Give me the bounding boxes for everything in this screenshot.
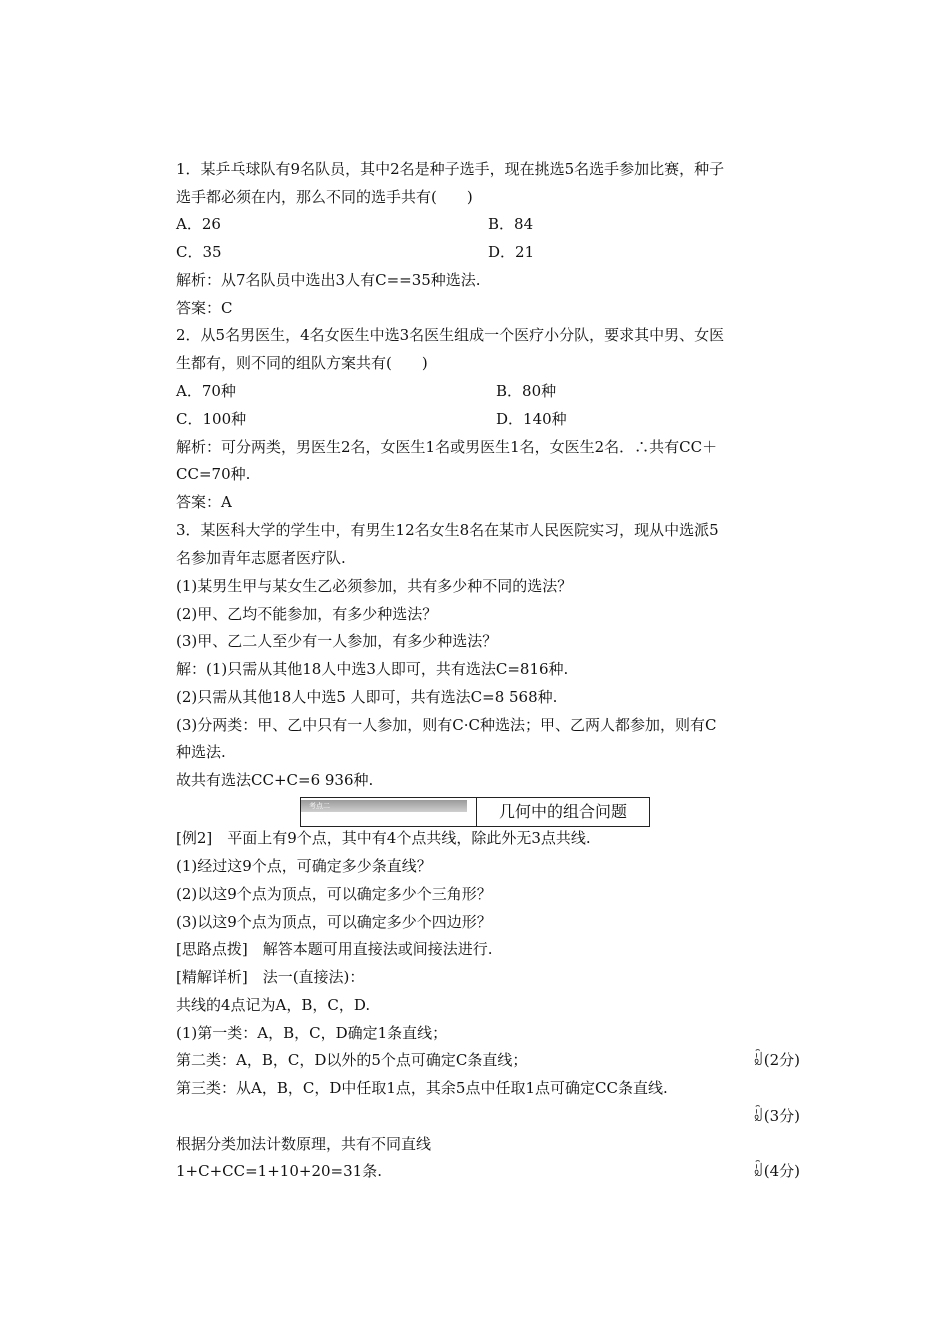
example2-case1: (1)第一类：A，B，C，D确定1条直线；	[176, 1024, 448, 1042]
q1-answer: 答案：C	[176, 299, 233, 317]
q1-analysis: 解析：从7名队员中选出3人有C==35种选法.	[176, 271, 481, 289]
section-tag	[301, 800, 467, 812]
section-divider	[476, 798, 477, 826]
q3-line1: 3．某医科大学的学生中，有男生12名女生8名在某市人民医院实习，现从中选派5	[176, 521, 719, 539]
q1-option-b: B．84	[488, 215, 534, 233]
section-tag-label: 考点二	[309, 802, 330, 810]
q2-analysis-line1: 解析：可分两类，男医生2名，女医生1名或男医生1名，女医生2名．∴共有CC＋	[176, 438, 718, 456]
q3-solution2: (2)只需从其他18人中选5 人即可，共有选法C=8 568种.	[176, 688, 558, 706]
section-title: 几何中的组合问题	[499, 802, 628, 821]
q1-option-c: C．35	[176, 243, 222, 261]
q2-option-d: D．140种	[496, 410, 567, 428]
example2-sum-line2: 1+C+CC=1+10+20=31条.	[176, 1162, 382, 1180]
q3-solution3-line1: (3)分两类：甲、乙中只有一人参加，则有C·C种选法；甲、乙两人都参加，则有C	[176, 716, 717, 734]
q2-option-b: B．80种	[496, 382, 557, 400]
example2-sub3: (3)以这9个点为顶点，可以确定多少个四边形？	[176, 913, 492, 931]
example2-case3-score: ꆼ(3分)	[752, 1107, 800, 1125]
q1-line1: 1．某乒乓球队有9名队员，其中2名是种子选手，现在挑选5名选手参加比赛，种子	[176, 160, 725, 178]
example2-case2: 第二类：A，B，C，D以外的5个点可确定C条直线；	[176, 1051, 528, 1069]
section-heading	[300, 797, 650, 827]
q2-option-c: C．100种	[176, 410, 247, 428]
example2-points: 共线的4点记为A，B，C，D.	[176, 996, 371, 1014]
q2-option-a: A．70种	[176, 382, 236, 400]
q2-answer: 答案：A	[176, 493, 232, 511]
example2-case2-score: ꆼ(2分)	[752, 1051, 800, 1069]
example2-hint: [思路点拨] 解答本题可用直接法或间接法进行.	[176, 940, 493, 958]
q2-analysis-line2: CC=70种.	[176, 465, 251, 483]
q3-sub1: (1)某男生甲与某女生乙必须参加，共有多少种不同的选法？	[176, 577, 573, 595]
q3-line2: 名参加青年志愿者医疗队.	[176, 549, 346, 567]
example2-statement: [例2] 平面上有9个点，其中有4个点共线，除此外无3点共线.	[176, 829, 591, 847]
example2-detail-heading: [精解详析] 法一(直接法)：	[176, 968, 365, 986]
example2-sub2: (2)以这9个点为顶点，可以确定多少个三角形？	[176, 885, 492, 903]
example2-sum-score: ꆼ(4分)	[752, 1162, 800, 1180]
q3-sub2: (2)甲、乙均不能参加，有多少种选法？	[176, 605, 438, 623]
q1-option-a: A．26	[176, 215, 221, 233]
q2-line2: 生都有，则不同的组队方案共有( )	[176, 354, 428, 372]
q3-solution1: 解：(1)只需从其他18人中选3人即可，共有选法C=816种.	[176, 660, 569, 678]
q3-sub3: (3)甲、乙二人至少有一人参加，有多少种选法？	[176, 632, 498, 650]
q3-solution3-line3: 故共有选法CC+C=6 936种.	[176, 771, 374, 789]
q3-solution3-line2: 种选法.	[176, 743, 226, 761]
q1-line2: 选手都必须在内，那么不同的选手共有( )	[176, 188, 473, 206]
q2-line1: 2．从5名男医生，4名女医生中选3名医生组成一个医疗小分队，要求其中男、女医	[176, 326, 725, 344]
example2-sum-line1: 根据分类加法计数原理，共有不同直线	[176, 1135, 432, 1153]
q1-option-d: D．21	[488, 243, 535, 261]
example2-sub1: (1)经过这9个点，可确定多少条直线？	[176, 857, 432, 875]
example2-case3: 第三类：从A，B，C，D中任取1点，其余5点中任取1点可确定CC条直线.	[176, 1079, 668, 1097]
